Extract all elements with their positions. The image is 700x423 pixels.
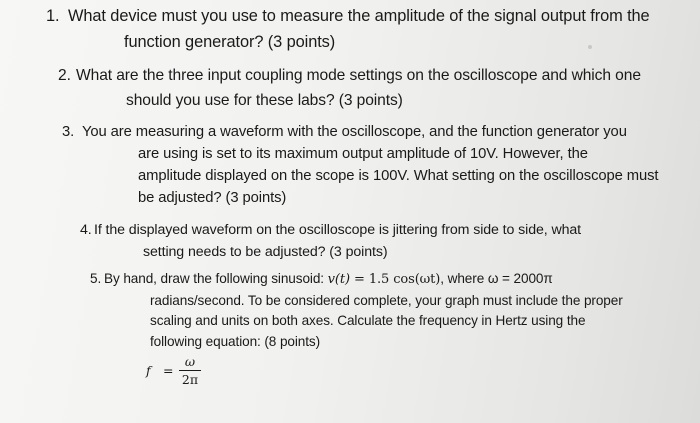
formula-fraction	[179, 354, 201, 387]
sinusoid-function: v(t)	[327, 272, 350, 287]
question-text-prefix: By hand, draw the following sinusoid:	[104, 271, 328, 286]
question-text-line: setting needs to be adjusted? (3 points)	[143, 244, 388, 260]
question-text-line: scaling and units on both axes. Calculate the frequency in Hertz using the	[150, 313, 586, 328]
question-text-line: If the displayed waveform on the oscilloscope is jittering from side to side, what	[94, 222, 582, 238]
question-number: 5.	[90, 271, 102, 286]
question-text-line	[104, 269, 623, 291]
question-number: 1.	[46, 7, 60, 25]
question-text-suffix: , where ω = 2000π	[440, 271, 553, 286]
fraction-bar	[179, 370, 201, 371]
question-text-line: function generator? (3 points)	[124, 33, 336, 51]
question-1	[46, 3, 650, 55]
question-3	[62, 121, 658, 209]
question-text-line: What device must you use to measure the amplitude of the signal output from the	[68, 7, 650, 25]
question-text-line: are using is set to its maximum output amplitude of 10V. However, the	[138, 146, 588, 162]
question-text-line: amplitude displayed on the scope is 100V. What setting on the oscilloscope must	[138, 168, 659, 184]
formula-numerator: ω	[184, 354, 196, 369]
question-text-line: radians/second. To be considered complete, your graph must include the proper	[150, 292, 623, 308]
question-5	[90, 269, 623, 352]
question-4	[80, 219, 581, 263]
question-text-line: What are the three input coupling mode settings on the oscilloscope and which one	[76, 67, 641, 84]
question-number: 2.	[58, 67, 71, 84]
question-text-line: should you use for these labs? (3 points)	[126, 92, 403, 109]
sinusoid-expression: = 1.5 cos(ωt)	[349, 272, 441, 287]
formula-lhs: f	[146, 363, 151, 378]
question-number: 3.	[62, 124, 75, 140]
formula-equals: =	[163, 363, 174, 378]
question-number: 4.	[80, 222, 92, 238]
question-2	[58, 63, 641, 113]
question-text-line: You are measuring a waveform with the oscilloscope, and the function generator you	[82, 124, 627, 140]
question-text-line: following equation: (8 points)	[150, 333, 321, 349]
question-text-line: be adjusted? (3 points)	[138, 190, 287, 206]
formula-denominator: 2π	[181, 372, 199, 387]
